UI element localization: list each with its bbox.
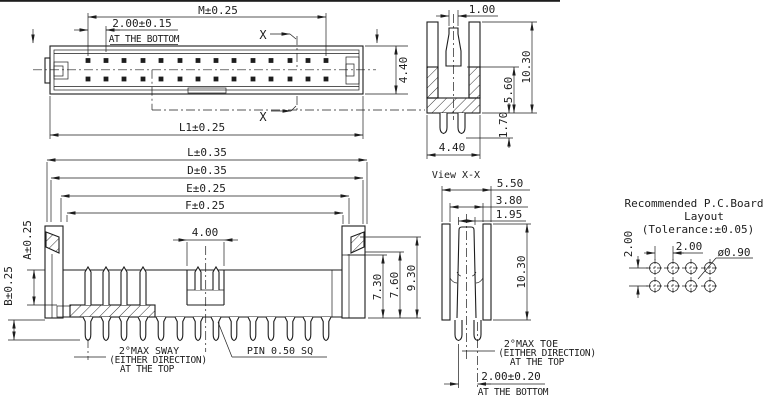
dim-width-label: 4.40 — [438, 141, 466, 154]
dim-inner-height-label: 5.60 — [502, 76, 515, 104]
page-border-top — [0, 0, 560, 2]
sway-note-line1: 2°MAX SWAY — [118, 346, 180, 357]
toe-note-line1: 2°MAX TOE — [503, 339, 559, 350]
dim-A-label: A±0.25 — [21, 220, 34, 260]
dim-height-label: 4.40 — [397, 56, 410, 84]
toe-note-line2: (EITHER DIRECTION) — [498, 348, 596, 359]
dim-w3-label: 1.95 — [495, 208, 523, 221]
dim-F-label: F±0.25 — [185, 199, 225, 212]
pcb-title-line3: (Tolerance:±0.05) — [641, 223, 755, 236]
dim-E-label: E±0.25 — [186, 182, 226, 195]
dim-m-label: M±0.25 — [198, 4, 238, 17]
dim-w2-label: 3.80 — [495, 194, 523, 207]
dim-h3-label: 9.30 — [405, 264, 418, 292]
dim-h1-label: 7.30 — [371, 273, 384, 301]
pcb-row-pitch-label: 2.00 — [622, 230, 635, 258]
dim-L-label: L±0.35 — [187, 146, 227, 159]
view-xx-title: View X-X — [431, 170, 481, 181]
dim-B-label: B±0.25 — [2, 266, 15, 306]
section-label-x-top: X — [259, 28, 267, 42]
toe-note-line3: AT THE TOP — [509, 357, 565, 368]
dim-w1-label: 5.50 — [496, 177, 524, 190]
bottom-note-label: AT THE BOTTOM — [477, 387, 549, 398]
pitch-note-label: AT THE BOTTOM — [108, 34, 180, 45]
base-section-hatch — [70, 305, 155, 317]
dim-pitch-label: 2.00±0.15 — [112, 17, 172, 30]
pin-note-label: PIN 0.50 SQ — [246, 346, 314, 357]
dim-pin-width-label: 1.00 — [468, 3, 496, 16]
sway-note-line2: (EITHER DIRECTION) — [109, 355, 207, 366]
dim-key-label: 4.00 — [191, 226, 219, 239]
dim-l1-label: L1±0.25 — [178, 121, 226, 134]
dim-h2-label: 7.60 — [388, 271, 401, 299]
dim-D-label: D±0.35 — [187, 164, 227, 177]
sway-note-line3: AT THE TOP — [119, 364, 175, 375]
pcb-title-line2: Layout — [684, 210, 724, 223]
dim-side-total-label: 10.30 — [515, 255, 528, 289]
dim-leg-label: 1.70 — [497, 111, 510, 139]
dim-total-height-label: 10.30 — [520, 50, 533, 84]
pcb-title-line1: Recommended P.C.Board — [624, 197, 764, 210]
pcb-hole-dia-label: ø0.90 — [717, 246, 751, 259]
dim-bottom-label: 2.00±0.20 — [481, 370, 541, 383]
section-label-x-bottom: X — [259, 110, 267, 124]
pcb-col-pitch-label: 2.00 — [675, 240, 703, 253]
